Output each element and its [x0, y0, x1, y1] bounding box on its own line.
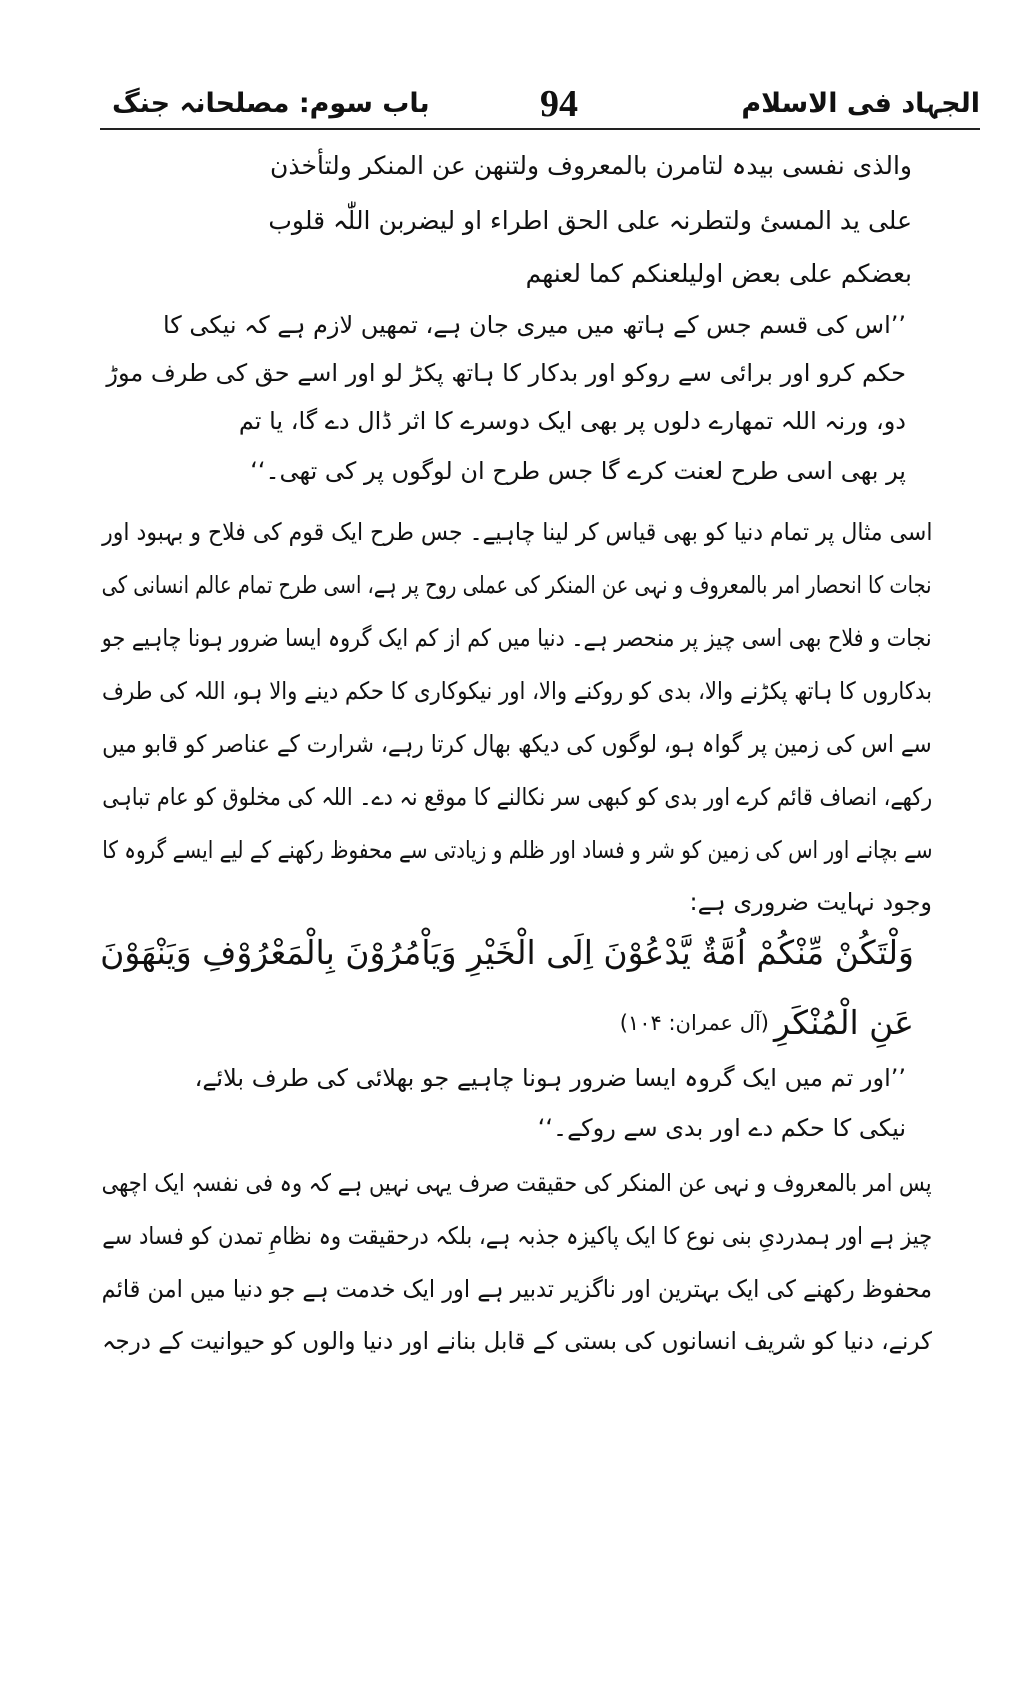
verse-translation-line: نیکی کا حکم دے اور بدی سے روکے۔‘‘ — [537, 1114, 906, 1142]
paragraph-line: وجود نہایت ضروری ہے: — [689, 888, 932, 916]
quran-reference: (آل عمران: ۱۰۴) — [619, 1011, 769, 1035]
paragraph-line: نجات و فلاح بھی اسی چیز پر منحصر ہے۔ دنیا میں کم از کم ایک گروہ ایسا ضرور ہونا چاہیے جو — [102, 624, 932, 652]
paragraph-line: پس امر بالمعروف و نہی عن المنکر کی حقیقت صرف یہی نہیں ہے کہ وہ فی نفسہٖ ایک اچھی — [102, 1169, 932, 1197]
hadith-translation-line: ’’اس کی قسم جس کے ہاتھ میں میری جان ہے، تمھیں لازم ہے کہ نیکی کا — [162, 311, 906, 339]
paragraph-line: محفوظ رکھنے کی ایک بہترین اور ناگزیر تدبیر ہے اور ایک خدمت ہے جو دنیا میں امن قائم — [101, 1275, 932, 1303]
paragraph-line: سے بچانے اور اس کی زمین کو شر و فساد اور ظلم و زیادتی سے محفوظ رکھنے کے لیے ایسے گروہ کا — [101, 836, 932, 864]
hadith-translation-line: دو، ورنہ اللہ تمھارے دلوں پر بھی ایک دوسرے کا اثر ڈال دے گا، یا تم — [238, 407, 906, 435]
book-title: الجہاد فی الاسلام — [741, 88, 980, 119]
hadith-arabic-line: بعضکم علی بعض اولیلعنکم کما لعنھم — [525, 259, 912, 288]
paragraph-line: بدکاروں کا ہاتھ پکڑنے والا، بدی کو روکنے والا، اور نیکوکاری کا حکم دینے والا ہو، اللہ کی طرف — [101, 677, 932, 705]
verse-translation-line: ’’اور تم میں ایک گروہ ایسا ضرور ہونا چاہیے جو بھلائی کی طرف بلائے، — [194, 1064, 906, 1092]
paragraph-line: چیز ہے اور ہمدردیِ بنی نوع کا ایک پاکیزہ جذبہ ہے، بلکہ درحقیقت وہ نظامِ تمدن کو فساد سے — [102, 1222, 932, 1250]
paragraph-line: کرنے، دنیا کو شریف انسانوں کی بستی کے قابل بنانے اور دنیا والوں کو حیوانیت کے درجہ — [102, 1327, 932, 1355]
quran-verse-line: عَنِ الْمُنْكَرِ — [774, 1003, 914, 1042]
quran-verse-line: وَلْتَكُنْ مِّنْكُمْ اُمَّةٌ يَّدْعُوْنَ اِلَى الْخَيْرِ وَيَاْمُرُوْنَ بِالْمَعْرُوْفِ وَيَنْهَوْنَ — [100, 933, 914, 972]
paragraph-line: نجات کا انحصار امر بالمعروف و نہی عن المنکر کی عملی روح پر ہے، اسی طرح تمام عالم انسانی کی — [102, 571, 932, 599]
page-number: 94 — [540, 83, 578, 125]
chapter-title: باب سوم: مصلحانہ جنگ — [112, 88, 430, 119]
hadith-translation-line: حکم کرو اور برائی سے روکو اور بدکار کا ہاتھ پکڑ لو اور اسے حق کی طرف موڑ — [106, 359, 906, 387]
hadith-translation-line: پر بھی اسی طرح لعنت کرے گا جس طرح ان لوگوں پر کی تھی۔‘‘ — [250, 457, 906, 485]
paragraph-line: سے اس کی زمین پر گواہ ہو، لوگوں کی دیکھ بھال کرتا رہے، شرارت کے عناصر کو قابو میں — [102, 730, 932, 758]
hadith-arabic-line: والذی نفسی بیدہ لتامرن بالمعروف ولتنھن عن المنکر ولتأخذن — [270, 151, 912, 180]
hadith-arabic-line: علی ید المسیٔ ولتطرنہ علی الحق اطراء او لیضربن اللّٰہ قلوب — [268, 206, 912, 235]
paragraph-line: اسی مثال پر تمام دنیا کو بھی قیاس کر لینا چاہیے۔ جس طرح ایک قوم کی فلاح و بہبود اور — [101, 518, 932, 546]
page-header — [100, 78, 980, 130]
paragraph-line: رکھے، انصاف قائم کرے اور بدی کو کبھی سر نکالنے کا موقع نہ دے۔ اللہ کی مخلوق کو عام تباہی — [102, 783, 932, 811]
